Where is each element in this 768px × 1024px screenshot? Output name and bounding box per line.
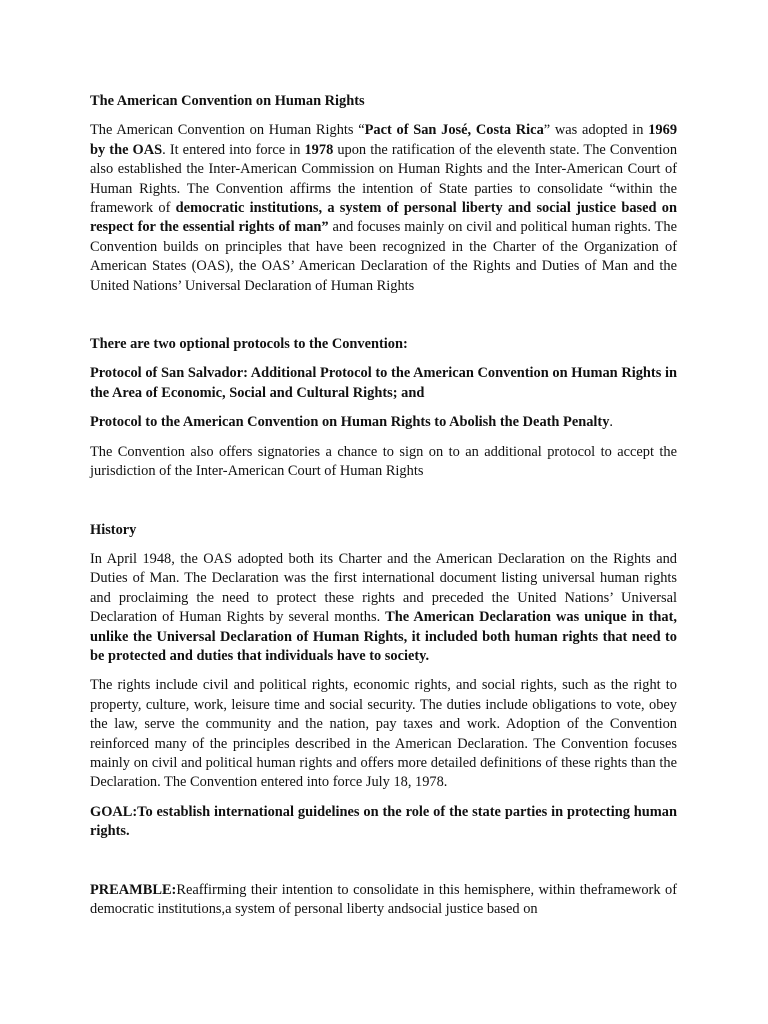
preamble-text: Reaffirming their intention to consolidate in this hemisphere, within theframework of democratic institutions,a system of personal liberty andsocial justice based on bbox=[90, 881, 677, 917]
convention-intro-paragraph bbox=[90, 121, 677, 296]
bold-run: Protocol to the American Convention on Human Rights to Abolish the Death Penalty bbox=[90, 414, 610, 431]
text-run: The American Convention on Human Rights “ bbox=[90, 122, 365, 139]
preamble-paragraph bbox=[90, 881, 677, 920]
bold-run: 1969 by the OAS bbox=[90, 122, 678, 158]
bold-run: The American Declaration was unique in that, unlike the Universal Declaration of Human Rights, it included both human rights that need to be protected and duties that individuals have to society. bbox=[90, 609, 678, 664]
document-page bbox=[90, 92, 677, 929]
bold-run: 1978 bbox=[304, 141, 334, 158]
text-run: and focuses mainly on civil and political human rights. The Convention builds on principles that have been recognized in the Charter of the Organization of American States (OAS), the OAS’ American Declaration of the Rights and Duties of Man and the United Nations’ Universal Declaration of Human Rights bbox=[90, 219, 677, 294]
section-title-history: History bbox=[90, 521, 137, 538]
text-run: upon the ratification of the eleventh state. The Convention also established the Inter-American Commission on Human Rights and the Inter-American Court of Human Rights. The Convention affirms the intention of State parties to consolidate “within the framework of bbox=[90, 141, 678, 217]
spacer bbox=[90, 306, 677, 335]
spacer bbox=[90, 852, 677, 881]
text-run: . It entered into force in bbox=[162, 141, 305, 158]
text-run: ” was adopted in bbox=[543, 122, 649, 139]
history-paragraph-2: The rights include civil and political rights, economic rights, and social rights, such as the right to property, culture, work, leisure time and social security. The duties include obligations to vote, obey the law, serve the community and the nation, pay taxes and work. Adoption of the Convention reinforced many of the principles described in the American Declaration. The Convention focuses mainly on civil and political human rights and offers more detailed definitions of these rights than the Declaration. The Convention entered into force July 18, 1978. bbox=[90, 677, 677, 791]
text-run: In April 1948, the OAS adopted both its Charter and the American Declaration on the Rights and Duties of Man. The Declaration was the first international document listing universal human rights and proclaiming the need to protect these rights and preceded the United Nations’ Universal Declaration of Human Rights by several months. bbox=[90, 550, 677, 626]
protocol-san-salvador: Protocol of San Salvador: Additional Protocol to the American Convention on Human Rights in the Area of Economic, Social and Cultural Rights; and bbox=[90, 365, 677, 401]
section-title-protocols: There are two optional protocols to the Convention: bbox=[90, 336, 408, 353]
goal-paragraph: GOAL:To establish international guidelines on the role of the state parties in protecting human rights. bbox=[90, 803, 677, 840]
protocol-death-penalty bbox=[90, 413, 677, 432]
section-title-convention: The American Convention on Human Rights bbox=[90, 93, 365, 109]
bold-run: Pact of San José, Costa Rica bbox=[364, 122, 544, 139]
spacer bbox=[90, 492, 677, 521]
history-paragraph-1 bbox=[90, 550, 677, 666]
bold-run: democratic institutions, a system of personal liberty and social justice based on respect for the essential rights of man” bbox=[90, 200, 678, 236]
additional-protocol-paragraph: The Convention also offers signatories a chance to sign on to an additional protocol to accept the jurisdiction of the Inter-American Court of Human Rights bbox=[90, 443, 677, 480]
preamble-label: PREAMBLE: bbox=[90, 881, 177, 898]
text-run: . bbox=[609, 414, 614, 431]
